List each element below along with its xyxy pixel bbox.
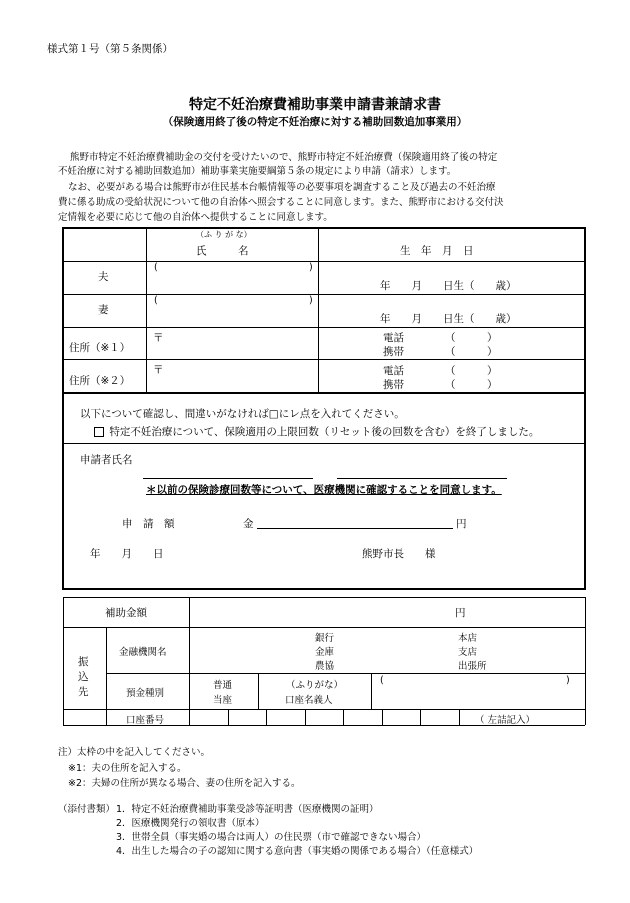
deposit-option-2[interactable]: 当座 [213, 695, 233, 706]
bank-type-1[interactable]: 銀行 [315, 633, 335, 644]
address2-phone: 電話 [383, 365, 404, 377]
transfer-char-2: 込 [78, 671, 89, 683]
page-subtitle: （保険適用終了後の特定不妊治療に対する補助回数追加事業用） [162, 116, 468, 128]
notes-heading: 注）太枠の中を記入してください。 [58, 747, 211, 758]
husband-birth[interactable]: 年 月 日生（ 歳） [380, 280, 517, 292]
attachments-label: （添付書類） [58, 804, 116, 815]
address1-mobile: 携帯 [383, 346, 404, 358]
wife-birth[interactable]: 年 月 日生（ 歳） [380, 313, 517, 325]
left-align-note: （ 左詰記入） [475, 715, 536, 726]
subsidy-yen: 円 [455, 607, 466, 619]
date-field[interactable]: 年 月 日 [90, 548, 164, 560]
yen-label: 円 [456, 518, 467, 530]
mayor-label: 熊野市長 様 [362, 548, 436, 560]
amount-input-line[interactable] [257, 528, 453, 529]
holder-label: 口座名義人 [285, 695, 333, 706]
address1-label: 住所（※１） [69, 342, 131, 354]
bank-type-3[interactable]: 農協 [315, 661, 335, 672]
transfer-char-3: 先 [78, 686, 89, 698]
intro-line-2: 不妊治療に対する補助回数追加）補助事業実施要綱第５条の規定により申請（請求）します。 [58, 166, 457, 177]
furigana-label: （ふ り が な） [196, 230, 252, 239]
subsidy-amount-label: 補助金額 [105, 607, 147, 619]
deposit-type-label: 預金種別 [126, 688, 165, 699]
birth-header: 生 年 月 日 [400, 245, 474, 257]
intro-line-5: 定情報を必要に応じて他の自治体へ提供することに同意します。 [58, 212, 333, 223]
address1-phone-value[interactable]: （ ） [445, 332, 498, 344]
applicant-name-line-1[interactable] [143, 478, 313, 479]
note-item-2: ※2：夫婦の住所が異なる場合、妻の住所を記入する。 [68, 778, 301, 789]
holder-paren-close: ) [566, 675, 570, 686]
intro-line-1: 熊野市特定不妊治療費補助金の交付を受けたいので、熊野市特定不妊治療費（保険適用終了後の特定 [70, 152, 498, 163]
holder-furigana-label: （ふりがな） [286, 680, 344, 691]
bank-name-label: 金融機関名 [119, 647, 167, 658]
address2-label: 住所（※２） [69, 375, 131, 387]
confirm-item[interactable] [94, 424, 539, 439]
applicant-name-label: 申請者氏名 [80, 454, 133, 466]
holder-paren-open: ( [380, 675, 384, 686]
consent-text: ＊以前の保険診療回数等について、医療機関に確認することを同意します。 [146, 484, 502, 496]
branch-type-3[interactable]: 出張所 [458, 661, 487, 672]
name-header: 氏 名 [196, 245, 249, 257]
husband-paren-open: ( [154, 262, 158, 273]
bank-type-2[interactable]: 金庫 [315, 647, 335, 658]
address2-phone-value[interactable]: （ ） [445, 365, 498, 377]
branch-type-2[interactable]: 支店 [458, 647, 478, 658]
wife-paren-open: ( [154, 295, 158, 306]
wife-paren-close: ) [309, 295, 313, 306]
branch-type-1[interactable]: 本店 [458, 633, 478, 644]
kin-label: 金 [243, 518, 254, 530]
address1-postal[interactable]: 〒 [153, 332, 164, 344]
address1-mobile-value[interactable]: （ ） [445, 346, 498, 358]
page-title: 特定不妊治療費補助事業申請書兼請求書 [189, 97, 441, 113]
address2-postal[interactable]: 〒 [153, 364, 164, 376]
transfer-char-1: 振 [78, 656, 89, 668]
form-number: 様式第１号（第５条関係） [47, 43, 173, 55]
address1-phone: 電話 [383, 332, 404, 344]
note-item-1: ※1：夫の住所を記入する。 [68, 763, 187, 774]
applicant-name-line-2[interactable] [337, 478, 507, 479]
confirm-item-text: 特定不妊治療について、保険適用の上限回数（リセット後の回数を含む）を終了しました。 [109, 426, 540, 438]
account-number-label: 口座番号 [126, 715, 165, 726]
confirm-checkbox[interactable] [94, 427, 104, 437]
confirm-text: 以下について確認し、間違いがなければ□にレ点を入れてください。 [80, 408, 405, 420]
amount-label: 申 請 額 [122, 518, 175, 530]
address2-mobile: 携帯 [383, 379, 404, 391]
husband-paren-close: ) [309, 262, 313, 273]
husband-label: 夫 [98, 271, 109, 283]
address2-mobile-value[interactable]: （ ） [445, 379, 498, 391]
wife-label: 妻 [98, 304, 109, 316]
attachment-3: 3．世帯全員（事実婚の場合は両人）の住民票（市で確認できない場合） [116, 832, 427, 843]
attachment-1: 1．特定不妊治療費補助事業受診等証明書（医療機関の証明） [116, 804, 379, 815]
intro-line-4: 費に係る助成の受給状況について他の自治体へ照会することに同意します。また、熊野市における交付決 [58, 197, 504, 208]
intro-line-3: なお、必要がある場合は熊野市が住民基本台帳情報等の必要事項を調査すること及び過去の不妊治療 [68, 182, 496, 193]
attachment-4: 4．出生した場合の子の認知に関する意向書（事実婚の関係である場合）（任意様式） [116, 846, 479, 857]
deposit-option-1[interactable]: 普通 [213, 680, 233, 691]
attachment-2: 2．医療機関発行の領収書（原本） [116, 818, 265, 829]
